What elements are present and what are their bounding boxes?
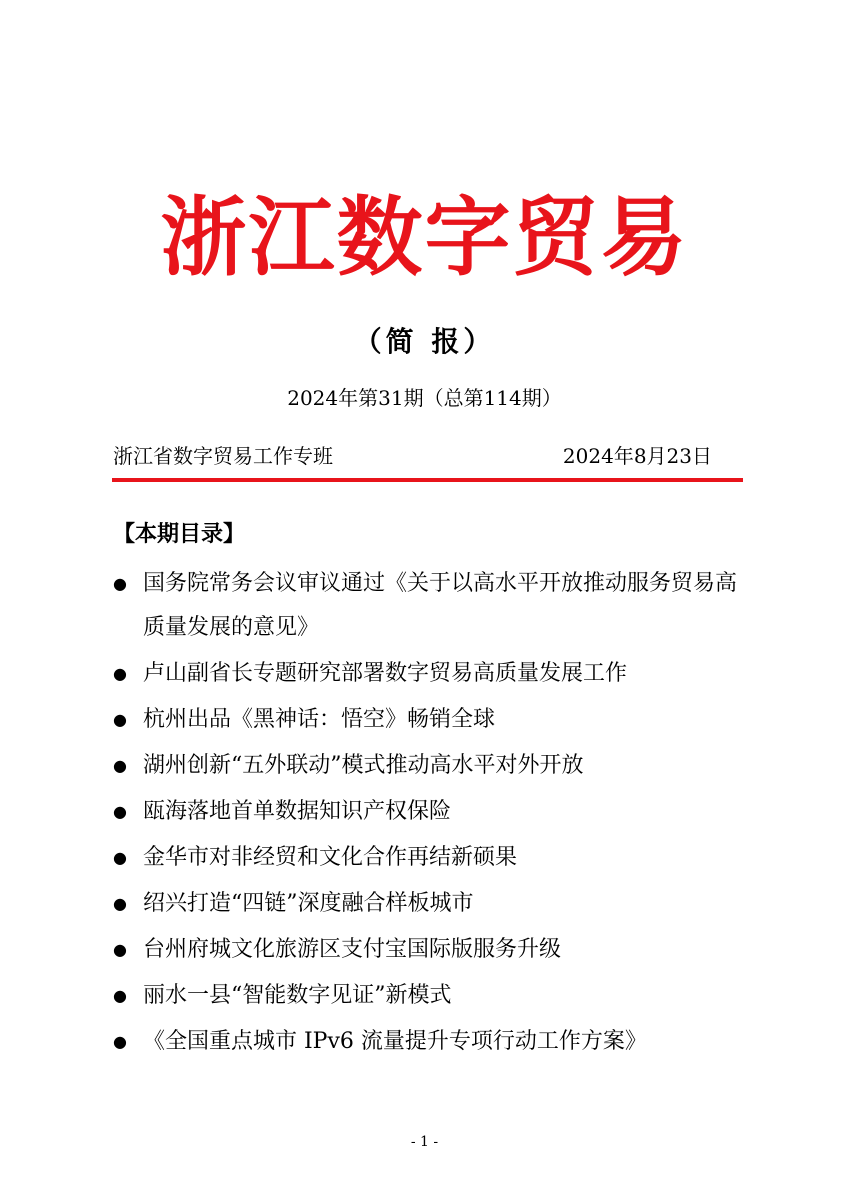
toc-item — [113, 652, 753, 696]
bullet-icon: ● — [113, 756, 127, 775]
bullet-icon: ● — [113, 848, 127, 867]
bullet-icon: ● — [113, 940, 127, 959]
toc-item — [113, 928, 753, 972]
publish-date: 2024年8月23日 — [562, 444, 712, 468]
toc-item-text: 湖州创新“五外联动”模式推动高水平对外开放 — [143, 753, 584, 778]
toc-heading: 【本期目录】 — [113, 522, 246, 547]
bullet-icon: ● — [113, 986, 127, 1005]
bulletin-subtitle: （简 报） — [353, 325, 496, 358]
header-divider — [112, 478, 743, 482]
toc-item-text: 瓯海落地首单数据知识产权保险 — [143, 799, 452, 824]
bullet-icon: ● — [113, 802, 127, 821]
toc-item-text: 绍兴打造“四链”深度融合样板城市 — [143, 891, 474, 916]
toc-item — [113, 882, 753, 926]
issue-number: 2024年第31期（总第114期） — [287, 386, 562, 410]
toc-item — [113, 974, 753, 1018]
toc-item-text: 金华市对非经贸和文化合作再结新硕果 — [143, 845, 518, 870]
toc-item — [113, 836, 753, 880]
page-number: - 1 - — [410, 1134, 439, 1150]
toc-item-text: 杭州出品《黑神话：悟空》畅销全球 — [143, 707, 496, 732]
masthead-title: 浙江数字贸易 — [160, 188, 689, 288]
toc-item-text: 卢山副省长专题研究部署数字贸易高质量发展工作 — [143, 661, 628, 686]
publisher-name: 浙江省数字贸易工作专班 — [113, 444, 333, 468]
toc-item — [113, 790, 753, 834]
toc-item — [113, 744, 753, 788]
bullet-icon: ● — [113, 710, 127, 729]
bullet-icon: ● — [113, 664, 127, 683]
toc-item-text: 《全国重点城市 IPv6 流量提升专项行动工作方案》 — [143, 1029, 647, 1054]
bullet-icon: ● — [113, 574, 127, 593]
toc-item-text: 台州府城文化旅游区支付宝国际版服务升级 — [143, 937, 562, 962]
bullet-icon: ● — [113, 1032, 127, 1051]
toc-item — [113, 1020, 753, 1064]
bullet-icon: ● — [113, 894, 127, 913]
toc-item-text: 丽水一县“智能数字见证”新模式 — [143, 983, 452, 1008]
toc-item-text: 国务院常务会议审议通过《关于以高水平开放推动服务贸易高质量发展的意见》 — [143, 571, 738, 640]
toc-item — [113, 698, 753, 742]
toc-item — [113, 562, 753, 650]
toc-list — [113, 562, 753, 1066]
